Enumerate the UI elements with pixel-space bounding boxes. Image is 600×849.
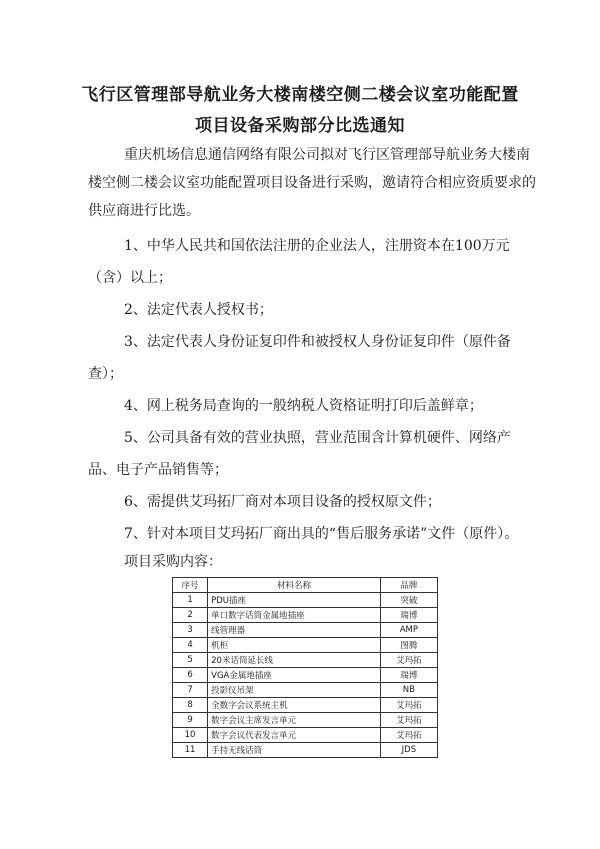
row-material-name: 单口数字话筒金属地插座 bbox=[208, 608, 381, 623]
row-no: 10 bbox=[173, 728, 208, 743]
row-brand: 艾玛拓 bbox=[380, 728, 437, 743]
header-brand: 品牌 bbox=[380, 578, 437, 593]
row-material-name: 20米话筒延长线 bbox=[208, 653, 381, 668]
intro-paragraph: 重庆机场信息通信网络有限公司拟对飞行区管理部导航业务大楼南楼空侧二楼会议室功能配置项目设备进行采购，邀请符合相应资质要求的供应商进行比选。 bbox=[88, 147, 536, 219]
table-row bbox=[173, 698, 438, 713]
row-brand: NB bbox=[380, 683, 437, 698]
procurement-table bbox=[172, 577, 438, 758]
row-material-name: 全数字会议系统主机 bbox=[208, 698, 381, 713]
requirement-4: 4、网上税务局查询的一般纳税人资格证明打印后盖鲜章； bbox=[124, 398, 483, 414]
document-title-line2: 项目设备采购部分比选通知 bbox=[195, 116, 405, 136]
table-row bbox=[173, 668, 438, 683]
requirement-2: 2、法定代表人授权书； bbox=[124, 302, 273, 318]
requirement-3: 3、法定代表人身份证复印件和被授权人身份证复印件（原件备查）； bbox=[88, 334, 511, 382]
table-row bbox=[173, 728, 438, 743]
table-row bbox=[173, 653, 438, 668]
row-no: 2 bbox=[173, 608, 208, 623]
row-brand: 瑞博 bbox=[380, 668, 437, 683]
row-no: 11 bbox=[173, 743, 208, 758]
header-no: 序号 bbox=[173, 578, 208, 593]
row-material-name: 数字会议主席发言单元 bbox=[208, 713, 381, 728]
row-no: 3 bbox=[173, 623, 208, 638]
row-brand: 突破 bbox=[380, 593, 437, 608]
row-material-name: 数字会议代表发言单元 bbox=[208, 728, 381, 743]
row-material-name: 手持无线话筒 bbox=[208, 743, 381, 758]
row-no: 8 bbox=[173, 698, 208, 713]
row-brand: JDS bbox=[380, 743, 437, 758]
table-row bbox=[173, 608, 438, 623]
row-material-name: 线管理器 bbox=[208, 623, 381, 638]
row-brand: 图腾 bbox=[380, 638, 437, 653]
document-title-line1: 飞行区管理部导航业务大楼南楼空侧二楼会议室功能配置 bbox=[81, 85, 519, 105]
table-row bbox=[173, 593, 438, 608]
requirement-5: 5、公司具备有效的营业执照，营业范围含计算机硬件、网络产品、电子产品销售等； bbox=[88, 430, 511, 478]
row-material-name: PDU插座 bbox=[208, 593, 381, 608]
row-material-name: VGA金属地插座 bbox=[208, 668, 381, 683]
requirement-1: 1、中华人民共和国依法注册的企业法人，注册资本在100万元（含）以上； bbox=[88, 238, 510, 286]
table-row bbox=[173, 623, 438, 638]
table-row bbox=[173, 743, 438, 758]
row-brand: 艾玛拓 bbox=[380, 653, 437, 668]
row-brand: 瑞博 bbox=[380, 608, 437, 623]
header-material-name: 材料名称 bbox=[208, 578, 381, 593]
row-no: 6 bbox=[173, 668, 208, 683]
row-no: 5 bbox=[173, 653, 208, 668]
table-row bbox=[173, 683, 438, 698]
requirement-6: 6、需提供艾玛拓厂商对本项目设备的授权原文件； bbox=[124, 494, 441, 510]
row-brand: 艾玛拓 bbox=[380, 698, 437, 713]
row-no: 7 bbox=[173, 683, 208, 698]
row-no: 1 bbox=[173, 593, 208, 608]
table-header-row bbox=[173, 578, 438, 593]
row-brand: 艾玛拓 bbox=[380, 713, 437, 728]
requirement-7: 7、针对本项目艾玛拓厂商出具的“售后服务承诺”文件（原件）。 bbox=[124, 526, 519, 542]
table-row bbox=[173, 638, 438, 653]
row-material-name: 机柜 bbox=[208, 638, 381, 653]
table-row bbox=[173, 713, 438, 728]
row-material-name: 投影仪吊架 bbox=[208, 683, 381, 698]
row-no: 4 bbox=[173, 638, 208, 653]
row-brand: AMP bbox=[380, 623, 437, 638]
row-no: 9 bbox=[173, 713, 208, 728]
procurement-content-label: 项目采购内容： bbox=[124, 554, 222, 570]
